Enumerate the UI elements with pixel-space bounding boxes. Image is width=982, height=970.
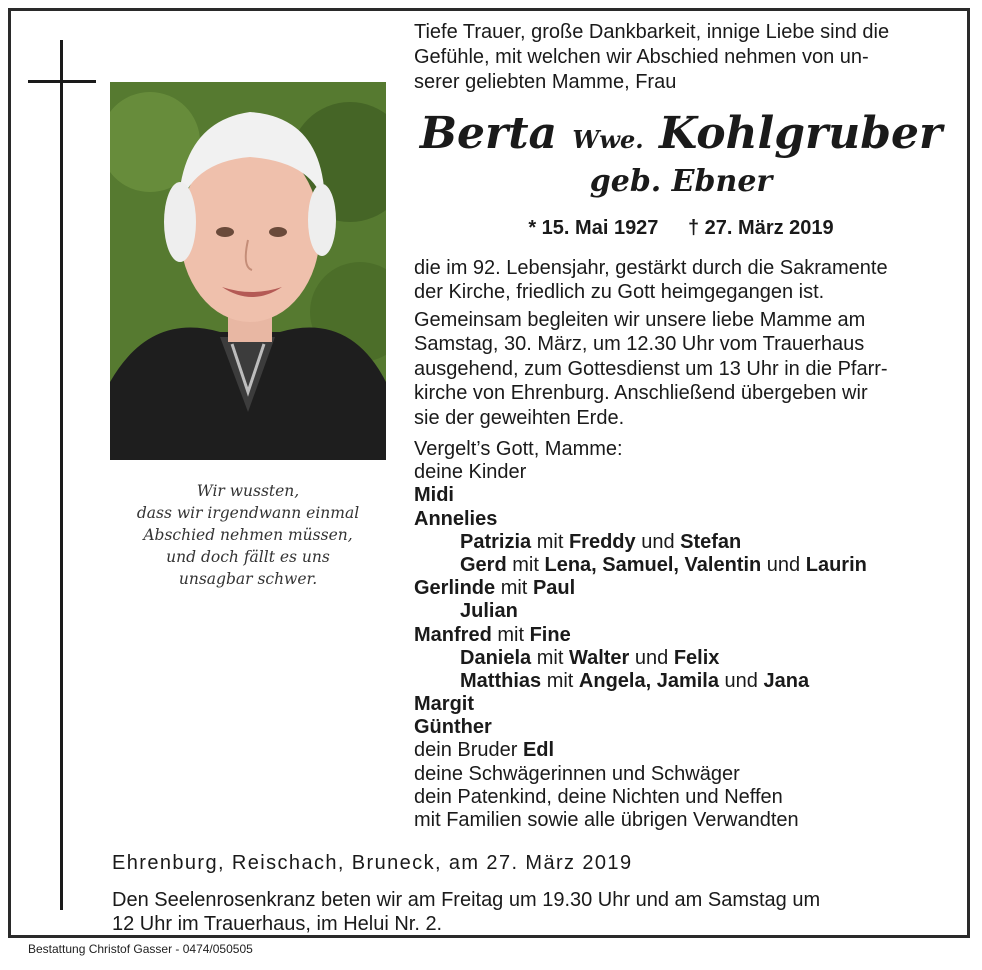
mourner-name: Walter xyxy=(568,646,630,669)
children-label: deine Kinder xyxy=(414,461,527,484)
quote-line: Abschied nehmen müssen, xyxy=(143,526,353,544)
conjunction: mit xyxy=(546,669,574,692)
conjunction: mit xyxy=(497,623,525,646)
mourner-name: Günther xyxy=(414,716,492,739)
mourner-name: Daniela xyxy=(460,646,532,669)
mourner-name: Julian xyxy=(460,600,518,623)
conjunction: mit xyxy=(536,530,564,553)
mourner-line xyxy=(414,624,954,647)
rosary-line: 12 Uhr im Trauerhaus, im Helui Nr. 2. xyxy=(112,913,443,935)
birth-date: * 15. Mai 1927 xyxy=(528,217,659,239)
maiden-name: geb. Ebner xyxy=(589,164,773,199)
funeral-text xyxy=(414,308,948,430)
mourner-name: Stefan xyxy=(680,530,742,553)
death-date: † 27. März 2019 xyxy=(688,217,834,239)
conjunction: mit xyxy=(512,553,539,576)
conjunction: und xyxy=(724,669,758,692)
mourner-line xyxy=(414,739,954,762)
mourner-line xyxy=(414,531,954,554)
funeral-home-footer: Bestattung Christof Gasser - 0474/050505 xyxy=(28,942,253,956)
brother-label: dein Bruder xyxy=(414,739,518,762)
text-line: die im 92. Lebensjahr, gestärkt durch die Sakramente xyxy=(414,257,888,279)
text-line: der Kirche, friedlich zu Gott heimgegangen ist. xyxy=(414,281,825,304)
rosary-notice xyxy=(112,888,948,936)
mourner-name: Angela, Jamila xyxy=(578,669,719,692)
conjunction: mit xyxy=(536,646,564,669)
deceased-name xyxy=(414,108,948,166)
mourner-line xyxy=(414,600,954,623)
cross-icon-horizontal xyxy=(28,80,96,83)
mourner-line xyxy=(414,716,954,739)
intro-line: Gefühle, mit welchen wir Abschied nehmen von un- xyxy=(414,46,869,68)
mourner-line xyxy=(414,554,954,577)
mourner-name: Manfred xyxy=(414,623,492,646)
life-dates xyxy=(414,214,948,242)
conjunction: und xyxy=(766,553,801,576)
intro-line: Tiefe Trauer, große Dankbarkeit, innige Liebe sind die xyxy=(414,21,890,43)
intro-text xyxy=(414,20,948,95)
place-and-date: Ehrenburg, Reischach, Bruneck, am 27. März 2019 xyxy=(112,852,633,874)
passing-text xyxy=(414,256,948,305)
mourner-name: Lena, Samuel, Valentin xyxy=(544,553,762,576)
quote-line: dass wir irgendwann einmal xyxy=(136,504,360,522)
mourner-name: Jana xyxy=(763,669,810,692)
portrait-photo xyxy=(110,82,386,460)
mourner-name: Fine xyxy=(529,623,571,646)
last-name: Kohlgruber xyxy=(658,108,943,159)
mourner-line xyxy=(414,693,954,716)
mourner-line xyxy=(414,670,954,693)
quote-line: unsagbar schwer. xyxy=(178,570,318,588)
text-line: kirche von Ehrenburg. Anschließend übergeben wir xyxy=(414,382,868,405)
mourner-name: Margit xyxy=(414,693,474,716)
rosary-line: Den Seelenrosenkranz beten wir am Freitag um 19.30 Uhr und am Samstag um xyxy=(112,889,821,911)
text-line: Gemeinsam begleiten wir unsere liebe Mamme am xyxy=(414,309,866,331)
mourners-heading: Vergelt’s Gott, Mamme: xyxy=(414,438,623,460)
first-name: Berta xyxy=(419,108,558,159)
mourner-line xyxy=(414,647,954,670)
widow-abbreviation: Wwe. xyxy=(572,125,644,154)
mourner-line xyxy=(414,508,954,531)
mourner-name: Gerlinde xyxy=(414,577,496,600)
conjunction: und xyxy=(641,530,675,553)
mourners-list xyxy=(414,438,954,832)
quote-line: und doch fällt es uns xyxy=(166,548,330,566)
mourner-name: Laurin xyxy=(805,553,867,576)
mourner-line xyxy=(414,577,954,600)
text-line: ausgehend, zum Gottesdienst um 13 Uhr in die Pfarr- xyxy=(414,357,888,380)
cross-icon-vertical xyxy=(60,40,63,910)
mourner-name: Paul xyxy=(532,577,576,600)
mourner-name: Gerd xyxy=(460,553,507,576)
quote-line: Wir wussten, xyxy=(196,482,300,500)
mourner-name: Midi xyxy=(414,484,454,507)
text-line: sie der geweihten Erde. xyxy=(414,406,625,429)
mourner-line xyxy=(414,484,954,507)
conjunction: und xyxy=(634,646,669,669)
mourner-name: Freddy xyxy=(568,530,636,553)
mourner-name: Annelies xyxy=(414,507,498,530)
text-line: Samstag, 30. März, um 12.30 Uhr vom Trauerhaus xyxy=(414,333,865,356)
mourner-name: Felix xyxy=(673,646,720,669)
mourner-line: dein Patenkind, deine Nichten und Neffen xyxy=(414,785,783,808)
mourner-name: Matthias xyxy=(460,669,542,692)
intro-line: serer geliebten Mamme, Frau xyxy=(414,71,677,93)
mourner-line: mit Familien sowie alle übrigen Verwandten xyxy=(414,809,799,831)
mourner-name: Edl xyxy=(522,739,555,762)
memorial-quote xyxy=(110,480,386,590)
conjunction: mit xyxy=(500,577,528,600)
mourner-line: deine Schwägerinnen und Schwäger xyxy=(414,762,740,785)
mourner-name: Patrizia xyxy=(460,530,532,553)
